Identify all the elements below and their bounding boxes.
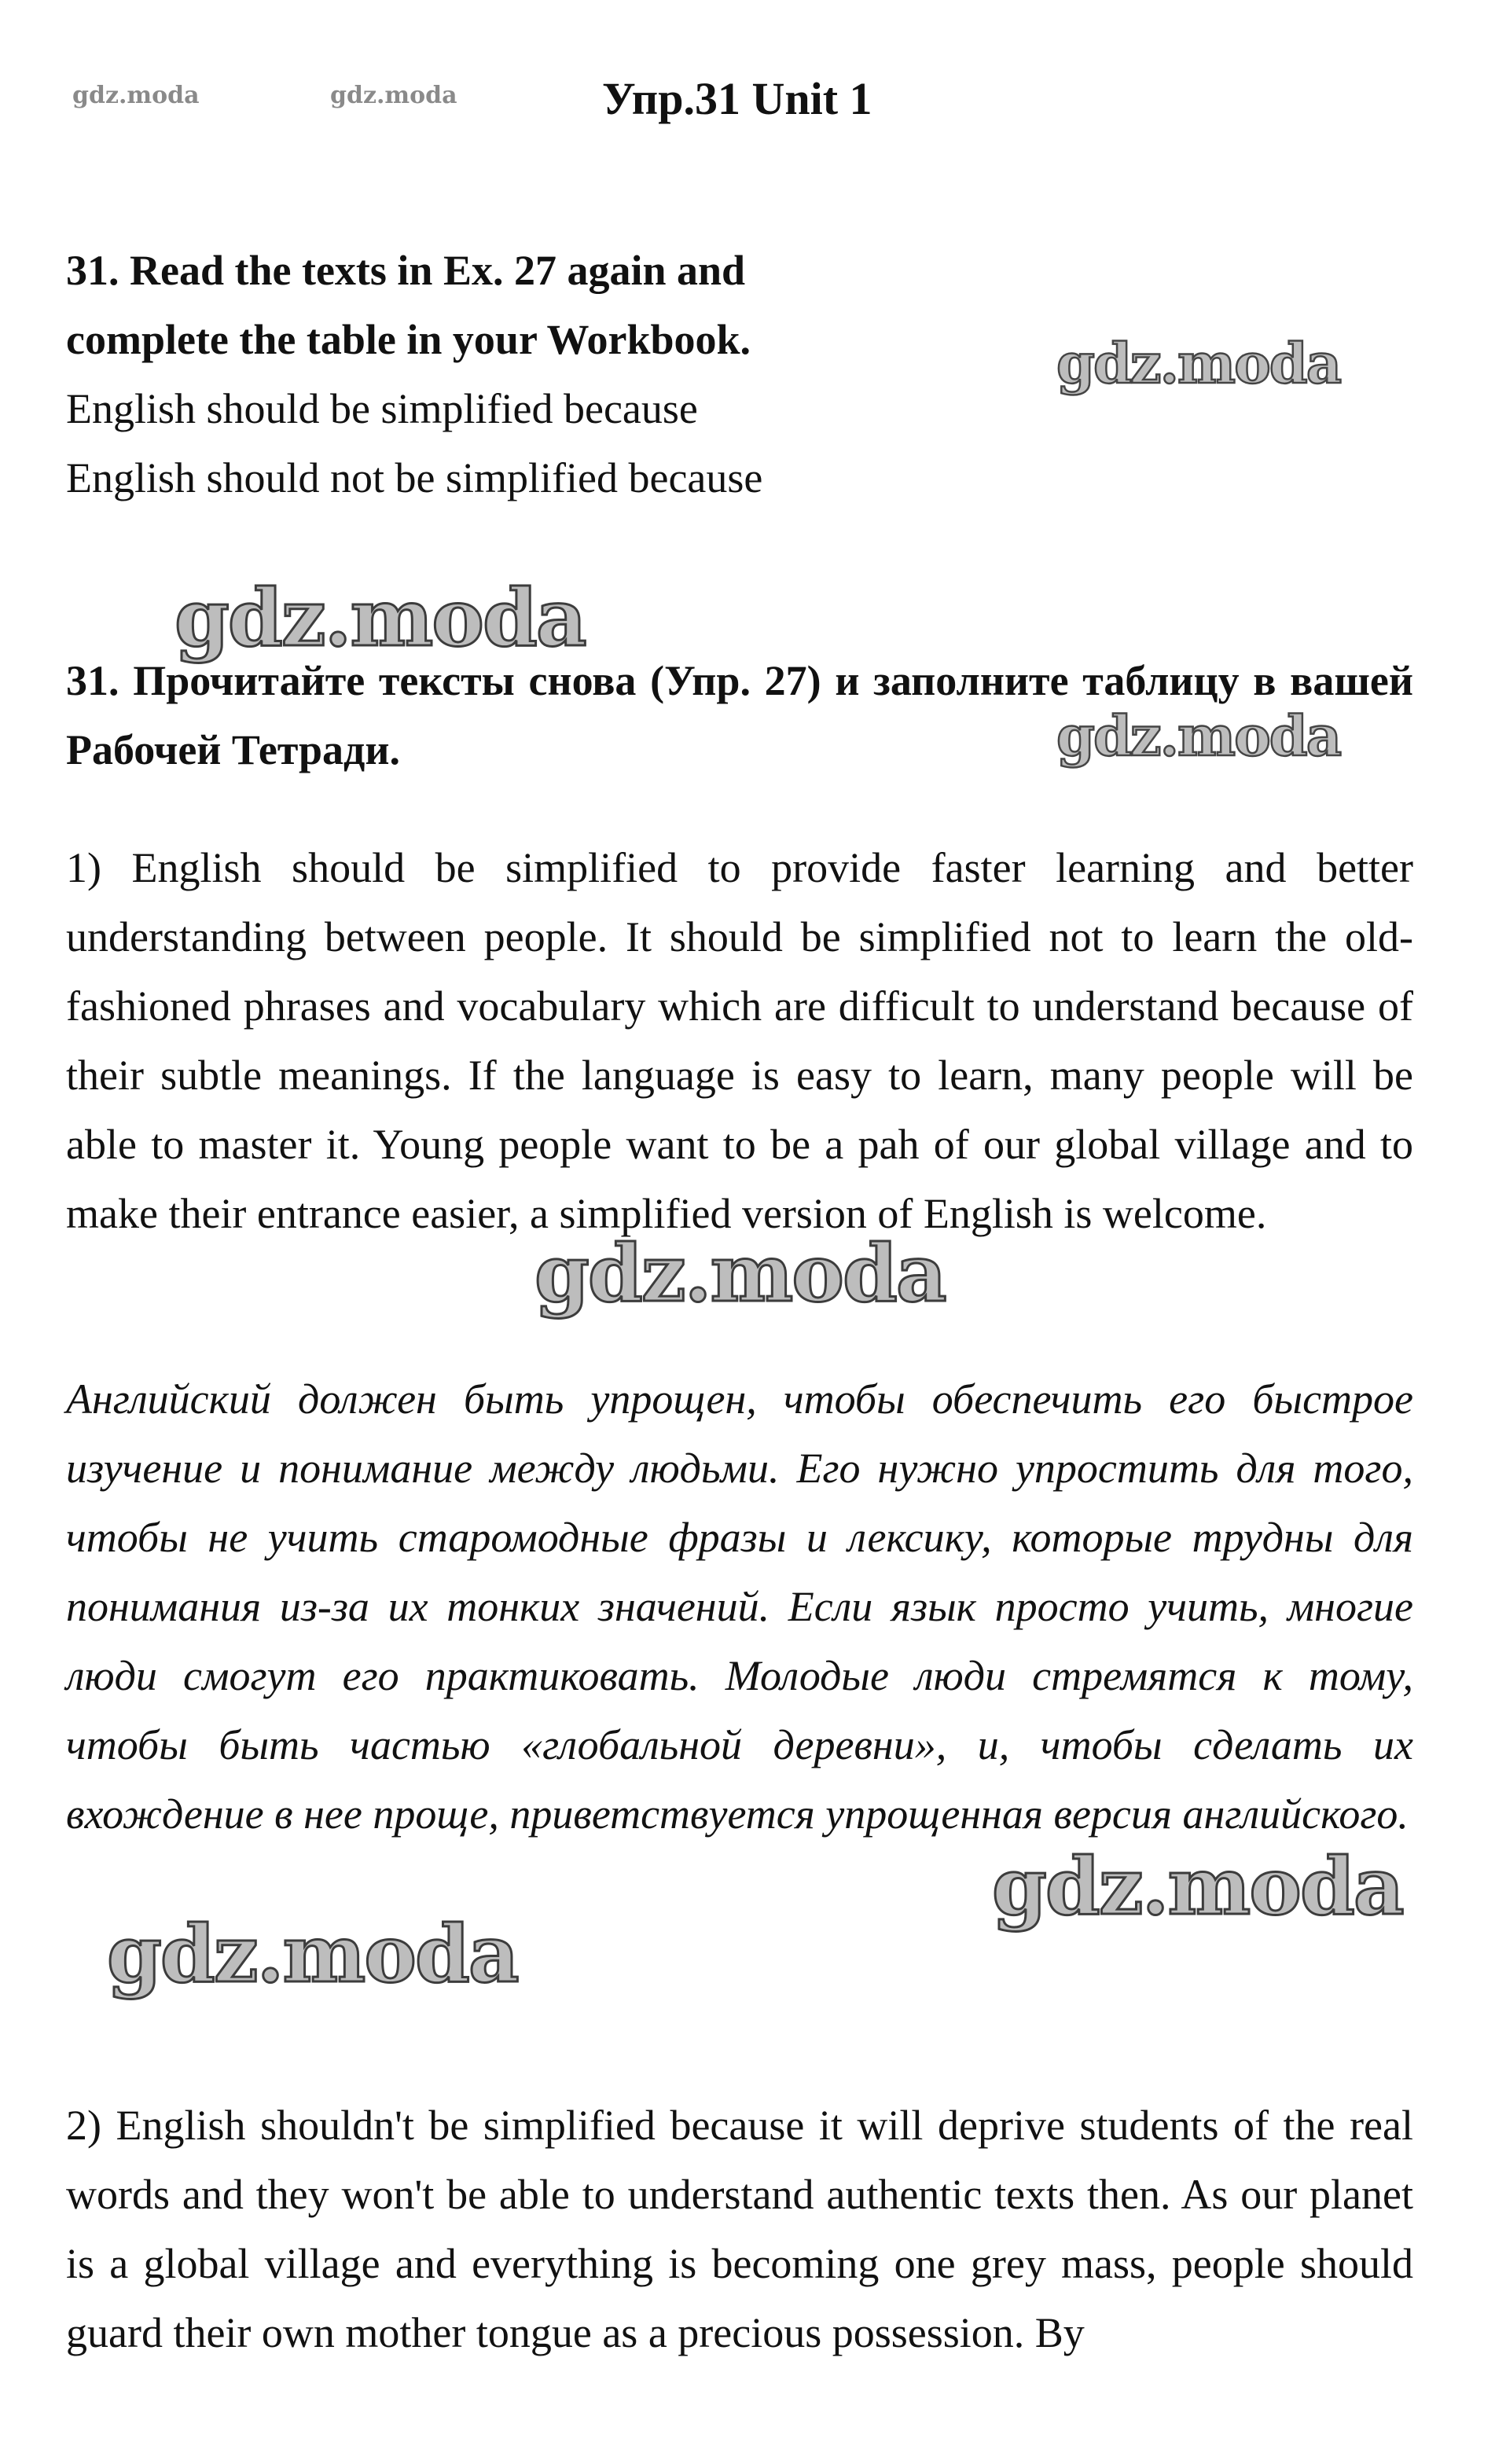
task-en-heading-line-1: 31. Read the texts in Ex. 27 again and [66,247,746,294]
answer-1-russian: Английский должен быть упрощен, чтобы обеспечить его быстрое изучение и понимание между людьми. Его нужно упростить для того, чтобы не учить старомодные фразы и лексику, которые трудны для понимания из-за их тонких значений. Если язык просто учить, многие люди смогут его практиковать. Молодые люди стремятся к тому, чтобы быть частью «глобальной деревни», и, чтобы сделать их вхождение в нее проще, приветствуется упрощенная версия английского. [66,1375,1413,1838]
watermark-small-1: gdz.moda [72,82,200,109]
watermark-2: gdz.moda [174,571,586,664]
page-title: Упр.31 Unit 1 [602,73,872,124]
watermark-5: gdz.moda [992,1840,1403,1933]
answer-2-english: 2) English shouldn't be simplified because it will deprive students of the real words and they won't be able to understand authentic texts then. As our planet is a global village and everything is becoming one grey mass, people should guard their own mother tongue as a precious possession. By [66,2102,1413,2356]
task-en-line-2: English should not be simplified because [66,454,763,501]
task-en-line-1: English should be simplified because [66,385,698,432]
task-ru-heading: 31. Прочитайте тексты снова (Упр. 27) и заполните таблицу в вашей Рабочей Тетради. [66,657,1413,773]
watermark-6: gdz.moda [107,1908,518,2000]
watermark-3: gdz.moda [1056,703,1341,769]
answer-1-english: 1) English should be simplified to provide faster learning and better understanding between people. It should be simplified not to learn the old-fashioned phrases and vocabulary which are difficult to understand because of their subtle meanings. If the language is easy to learn, many people will be able to master it. Young people want to be a pah of our global village and to make their entrance easier, a simplified version of English is welcome. [66,844,1413,1237]
watermark-small-2: gdz.moda [330,82,457,109]
watermark-4: gdz.moda [534,1227,946,1320]
watermark-1: gdz.moda [1056,331,1341,396]
task-en-heading-line-2: complete the table in your Workbook. [66,316,751,363]
